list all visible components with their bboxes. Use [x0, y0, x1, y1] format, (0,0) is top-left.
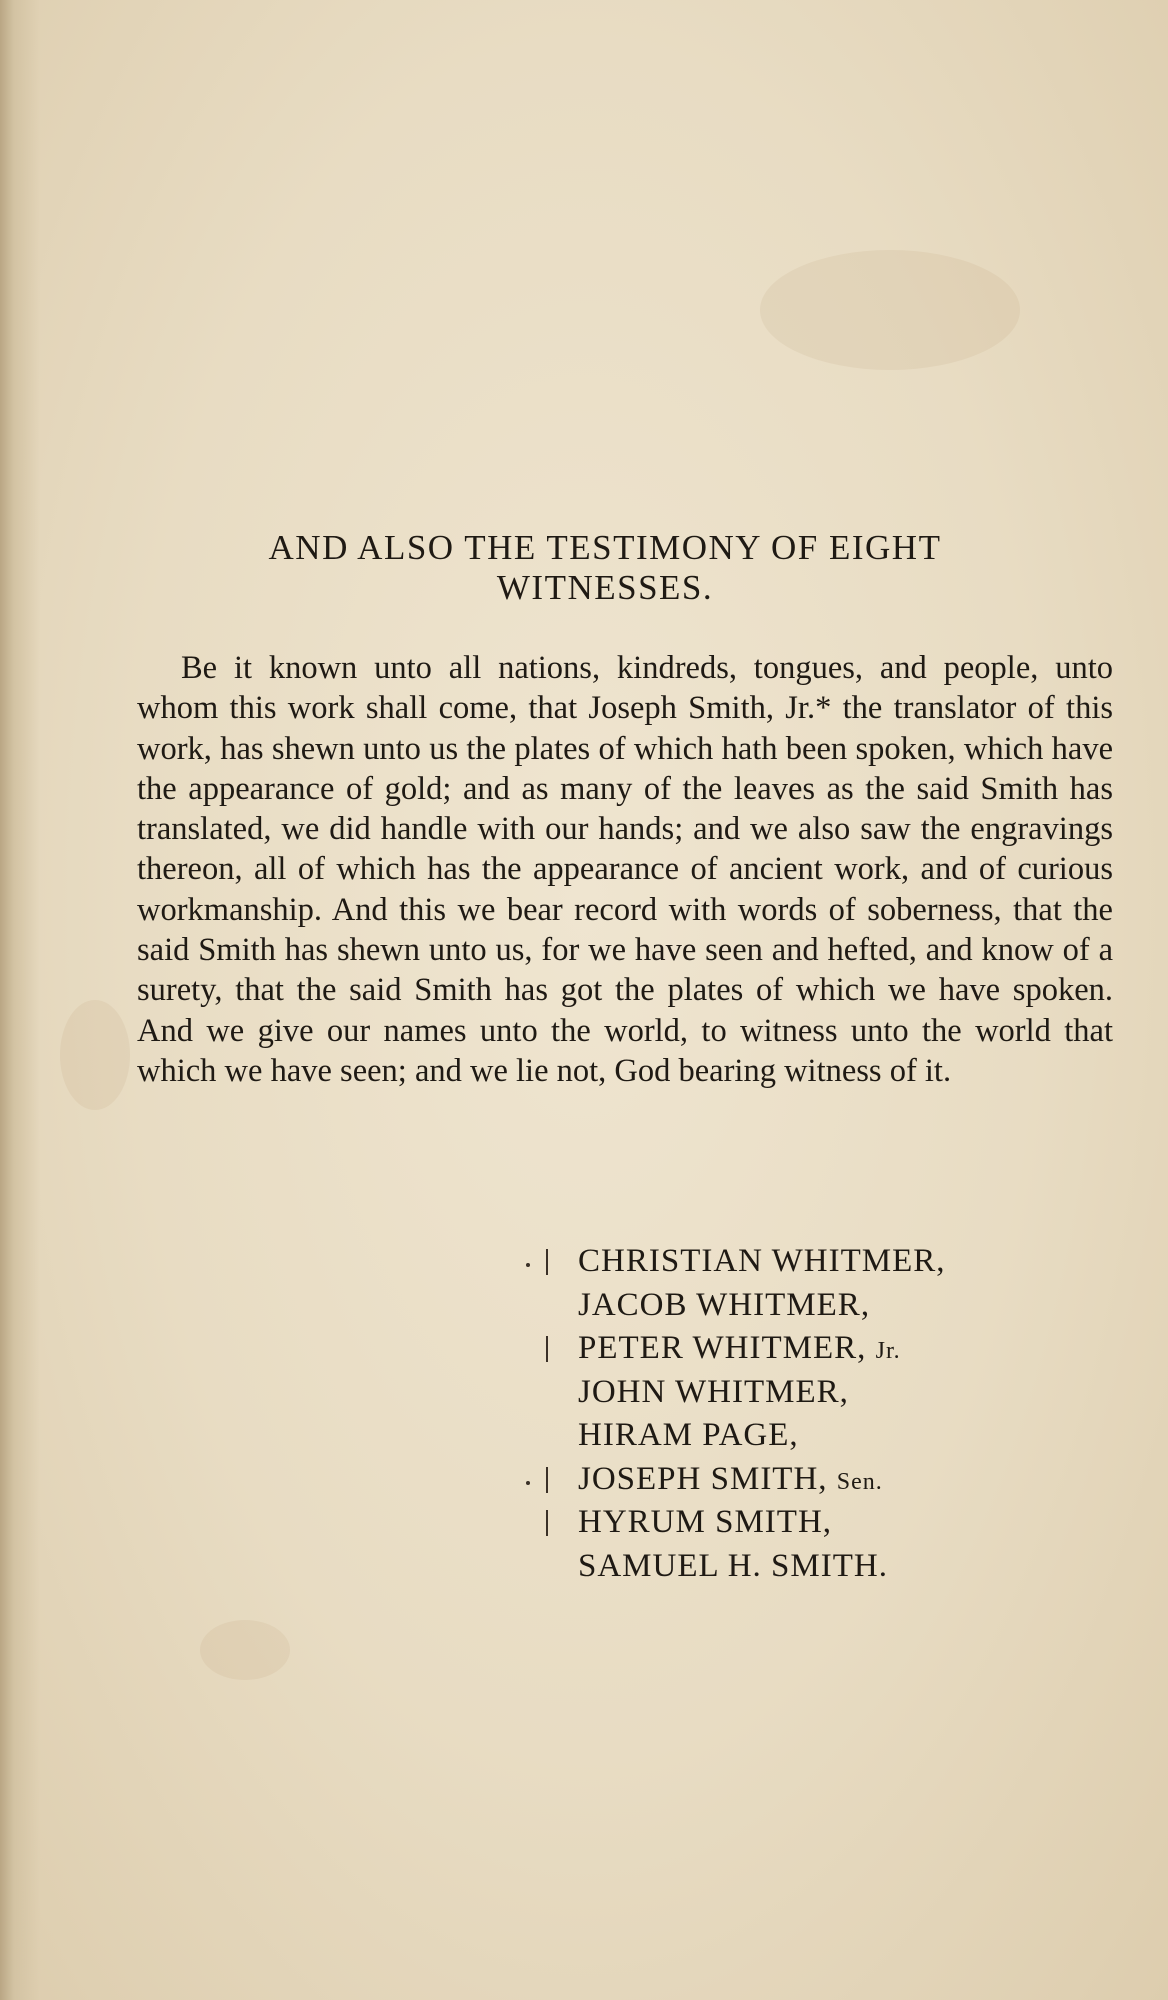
bracket-mark	[546, 1249, 548, 1275]
signature-item	[542, 1415, 1102, 1459]
signature-suffix: Jr.	[875, 1338, 901, 1364]
signature-name: SAMUEL H. SMITH.	[578, 1547, 888, 1584]
bracket-mark	[546, 1336, 548, 1362]
signature-item	[542, 1459, 1102, 1503]
signature-list	[542, 1241, 1102, 1589]
heading-line-1: AND ALSO THE TESTIMONY OF EIGHT	[268, 528, 942, 567]
signature-item	[542, 1372, 1102, 1416]
heading-line-2: WITNESSES.	[496, 568, 714, 607]
signature-name: HYRUM SMITH,	[578, 1504, 833, 1540]
signature-name: CHRISTIAN WHITMER,	[578, 1243, 946, 1279]
page-edge-shadow	[0, 0, 40, 2000]
paper-stain	[200, 1620, 290, 1680]
ink-dot	[526, 1263, 530, 1267]
signature-name: JOSEPH SMITH,	[578, 1460, 837, 1497]
ink-dot	[526, 1481, 530, 1485]
bracket-mark	[546, 1467, 548, 1493]
signature-item	[542, 1285, 1102, 1329]
signature-item	[542, 1241, 1102, 1285]
signature-item	[542, 1502, 1102, 1546]
paper-stain	[760, 250, 1020, 370]
signature-name: PETER WHITMER,	[578, 1330, 876, 1366]
signature-name: JOHN WHITMER,	[578, 1373, 849, 1410]
signature-suffix: Sen.	[836, 1468, 883, 1495]
paper-stain	[60, 1000, 130, 1110]
signature-name: HIRAM PAGE,	[578, 1417, 799, 1453]
signature-name: JACOB WHITMER,	[578, 1286, 871, 1323]
signature-item	[542, 1546, 1102, 1590]
testimony-body: Be it known unto all nations, kindreds, tongues, and people, unto whom this work shall come, that Joseph Smith, Jr.* the translator of this work, has shewn unto us the plates of which hath been spoken, which have the appearance of gold; and as many of the leaves as the said Smith has translated, we did handle with our hands; and we also saw the engravings thereon, all of which has the appearance of ancient work, and of curious workmanship. And this we bear record with words of soberness, that the said Smith has shewn unto us, for we have seen and hefted, and know of a surety, that the said Smith has got the plates of which we have spoken. And we give our names unto the world, to witness unto the world that which we have seen; and we lie not, God bearing witness of it.	[137, 650, 1113, 1089]
bracket-mark	[546, 1510, 548, 1536]
signature-item	[542, 1328, 1102, 1372]
page-heading	[140, 528, 1070, 608]
